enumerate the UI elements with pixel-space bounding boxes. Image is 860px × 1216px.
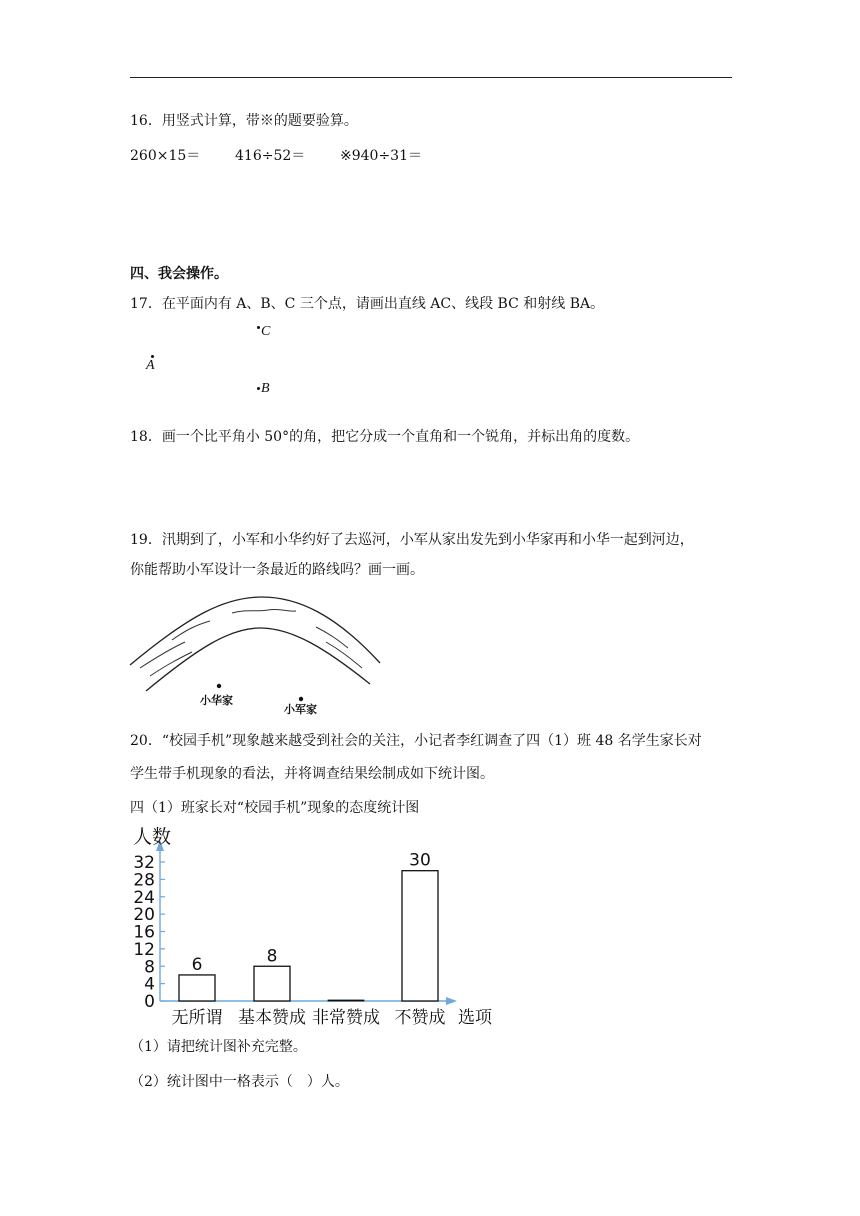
x-category-label: 不赞成 xyxy=(394,1008,446,1028)
x-category-label: 非常赞成 xyxy=(312,1008,380,1028)
x-category-label: 无所谓 xyxy=(171,1008,223,1028)
q16-expr-2: 416÷52＝ xyxy=(235,148,306,164)
x-category-label: 基本赞成 xyxy=(238,1008,306,1028)
q20-line-1: 20．“校园手机”现象越来越受到社会的关注，小记者李红调查了四（1）班 48 名学生家长对 xyxy=(130,733,702,749)
q16-expr-3: ※940÷31＝ xyxy=(340,148,422,164)
q16-title: 16．用竖式计算，带※的题要验算。 xyxy=(130,113,358,129)
q19-line-2: 你能帮助小军设计一条最近的路线吗？画一画。 xyxy=(130,562,424,578)
xiaohua-home-label: 小华家 xyxy=(200,694,233,707)
q20-line-2: 学生带手机现象的看法，并将调查结果绘制成如下统计图。 xyxy=(130,766,494,782)
q20-sub-1: （1）请把统计图补充完整。 xyxy=(130,1039,307,1055)
section-4-heading: 四、我会操作。 xyxy=(130,266,228,282)
xiaojun-home-label: 小军家 xyxy=(284,703,317,716)
y-axis-title: 人数 xyxy=(133,826,172,848)
q16-expr-1: 260×15＝ xyxy=(130,148,201,164)
y-tick-label: 12 xyxy=(133,939,155,960)
x-axis-title: 选项 xyxy=(458,1008,492,1028)
x-axis-arrow xyxy=(446,997,457,1005)
bar xyxy=(402,871,438,1001)
q17-title: 17．在平面内有 A、B、C 三个点，请画出直线 AC、线段 BC 和射线 BA。 xyxy=(130,296,605,312)
y-tick-label: 20 xyxy=(133,905,155,926)
chart-title: 四（1）班家长对“校园手机”现象的态度统计图 xyxy=(130,800,420,816)
q19-line-1: 19．汛期到了，小军和小华约好了去巡河，小军从家出发先到小华家再和小华一起到河边， xyxy=(130,532,694,548)
y-tick-label: 0 xyxy=(144,992,155,1012)
point-a-label: A xyxy=(146,358,155,373)
bar-data-label: 8 xyxy=(266,946,278,967)
y-tick-label: 24 xyxy=(133,887,155,908)
bar-data-label: 30 xyxy=(409,850,431,871)
bar-empty xyxy=(328,1000,364,1001)
bar xyxy=(254,966,290,1001)
bar-data-label: 6 xyxy=(191,954,203,975)
y-tick-label: 32 xyxy=(133,853,155,873)
point-b-label: B xyxy=(261,381,270,396)
point-c-label: C xyxy=(261,324,271,339)
y-tick-label: 16 xyxy=(133,922,155,943)
q18-title: 18．画一个比平角小 50°的角，把它分成一个直角和一个锐角，并标出角的度数。 xyxy=(130,429,640,445)
q20-sub-2: （2）统计图中一格表示（ ）人。 xyxy=(130,1074,349,1090)
bar xyxy=(179,975,215,1001)
y-tick-label: 8 xyxy=(144,957,155,978)
y-tick-label: 28 xyxy=(133,870,155,891)
y-tick-label: 4 xyxy=(144,974,155,995)
